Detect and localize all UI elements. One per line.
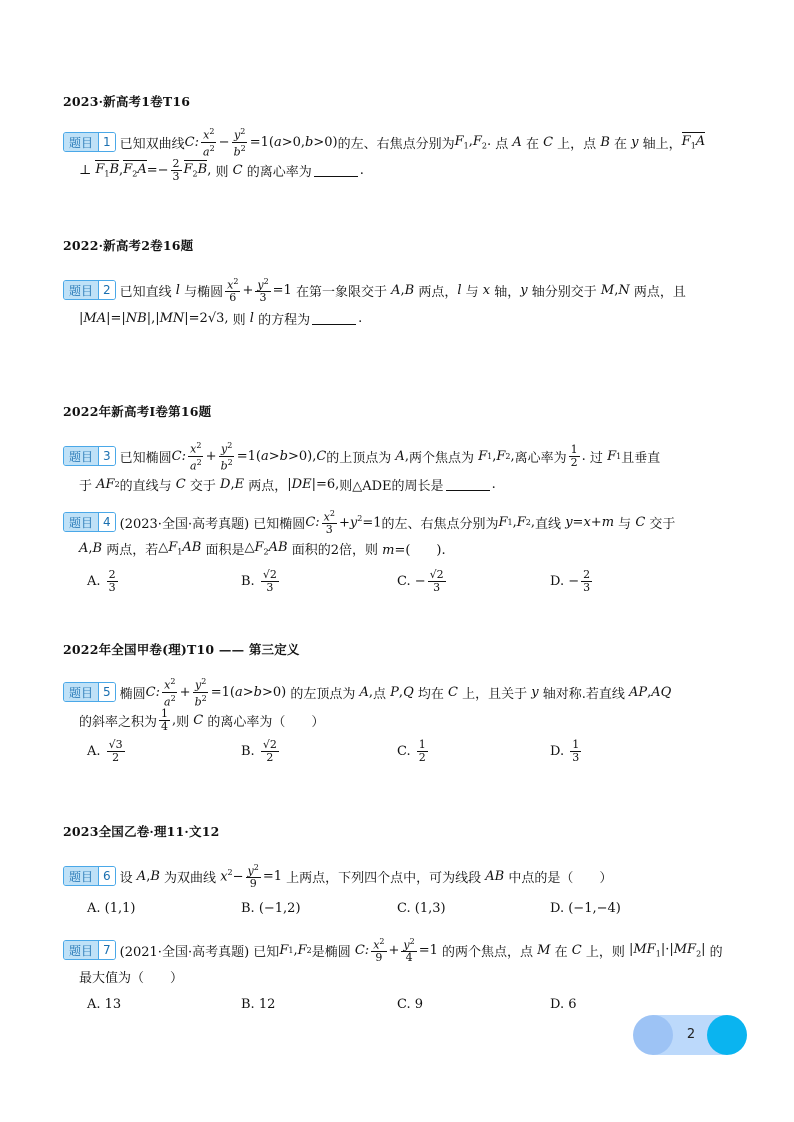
question-tag: 题目 7 [63,940,116,960]
badge-left-circle [633,1015,673,1055]
question-tag: 题目 2 [63,280,116,300]
section-title-1: 2023·新高考1卷T16 [63,94,191,109]
option-d[interactable]: D. (−1,−4) [550,900,621,916]
page-number-badge [633,1015,747,1055]
fraction: $\frac{y^2}{b^2}$ [194,676,207,709]
answer-blank [446,478,490,491]
question-tag: 题目 1 [63,132,116,152]
fraction: $\frac{y^2}{b^2}$ [233,126,246,159]
fraction: $\frac{2}{3}$ [172,156,180,183]
option-d[interactable]: D. 6 [550,996,577,1012]
fraction: $\frac{y^2}{9}$ [247,862,259,891]
option-b[interactable]: B. 12 [241,996,276,1012]
option-b[interactable]: B. $\frac{√2}{2}$ [241,737,277,764]
question-tag: 题目 4 [63,512,116,532]
question-tag: 题目 3 [63,446,116,466]
vector: $F_1A$ [681,133,706,151]
option-c[interactable]: C. − $\frac{√2}{3}$ [397,567,444,594]
fraction: $\frac{1}{4}$ [161,706,169,733]
fraction: $\frac{y^2}{3}$ [257,276,269,305]
section-title-3: 2022年新高考I卷第16题 [63,404,212,419]
option-a[interactable]: A. 13 [87,996,122,1012]
option-c[interactable]: C. 9 [397,996,424,1012]
option-d[interactable]: D. $\frac{1}{3}$ [550,737,580,764]
option-b[interactable]: B. $\frac{√2}{3}$ [241,567,277,594]
option-c[interactable]: C. (1,3) [397,900,446,916]
question-tag: 题目 5 [63,682,116,702]
option-a[interactable]: A. $\frac{√3}{2}$ [87,737,123,764]
fraction: $\frac{x^2}{9}$ [373,936,385,965]
badge-right-circle [707,1015,747,1055]
answer-blank [314,164,358,177]
fraction: $\frac{1}{2}$ [570,442,578,469]
page-number: 2 [686,1027,696,1042]
option-a[interactable]: A. $\frac{2}{3}$ [87,567,116,594]
option-b[interactable]: B. (−1,2) [241,900,301,916]
section-title-4: 2022年全国甲卷(理)T10 —— 第三定义 [63,642,300,657]
math: C: [184,134,199,150]
fraction: $\frac{x^2}{a^2}$ [203,126,215,159]
section-title-5: 2023全国乙卷·理11·文12 [63,824,220,839]
option-d[interactable]: D. − $\frac{2}{3}$ [550,567,591,594]
answer-blank [312,312,356,325]
fraction: $\frac{x^2}{a^2}$ [164,676,176,709]
option-c[interactable]: C. $\frac{1}{2}$ [397,737,426,764]
fraction: $\frac{x^2}{6}$ [227,276,239,305]
fraction: $\frac{x^2}{3}$ [323,508,335,537]
fraction: $\frac{y^2}{b^2}$ [220,440,233,473]
section-title-2: 2022·新高考2卷16题 [63,238,194,253]
fraction: $\frac{x^2}{a^2}$ [190,440,202,473]
fraction: $\frac{y^2}{4}$ [403,936,415,965]
option-a[interactable]: A. (1,1) [87,900,136,916]
question-tag: 题目 6 [63,866,116,886]
